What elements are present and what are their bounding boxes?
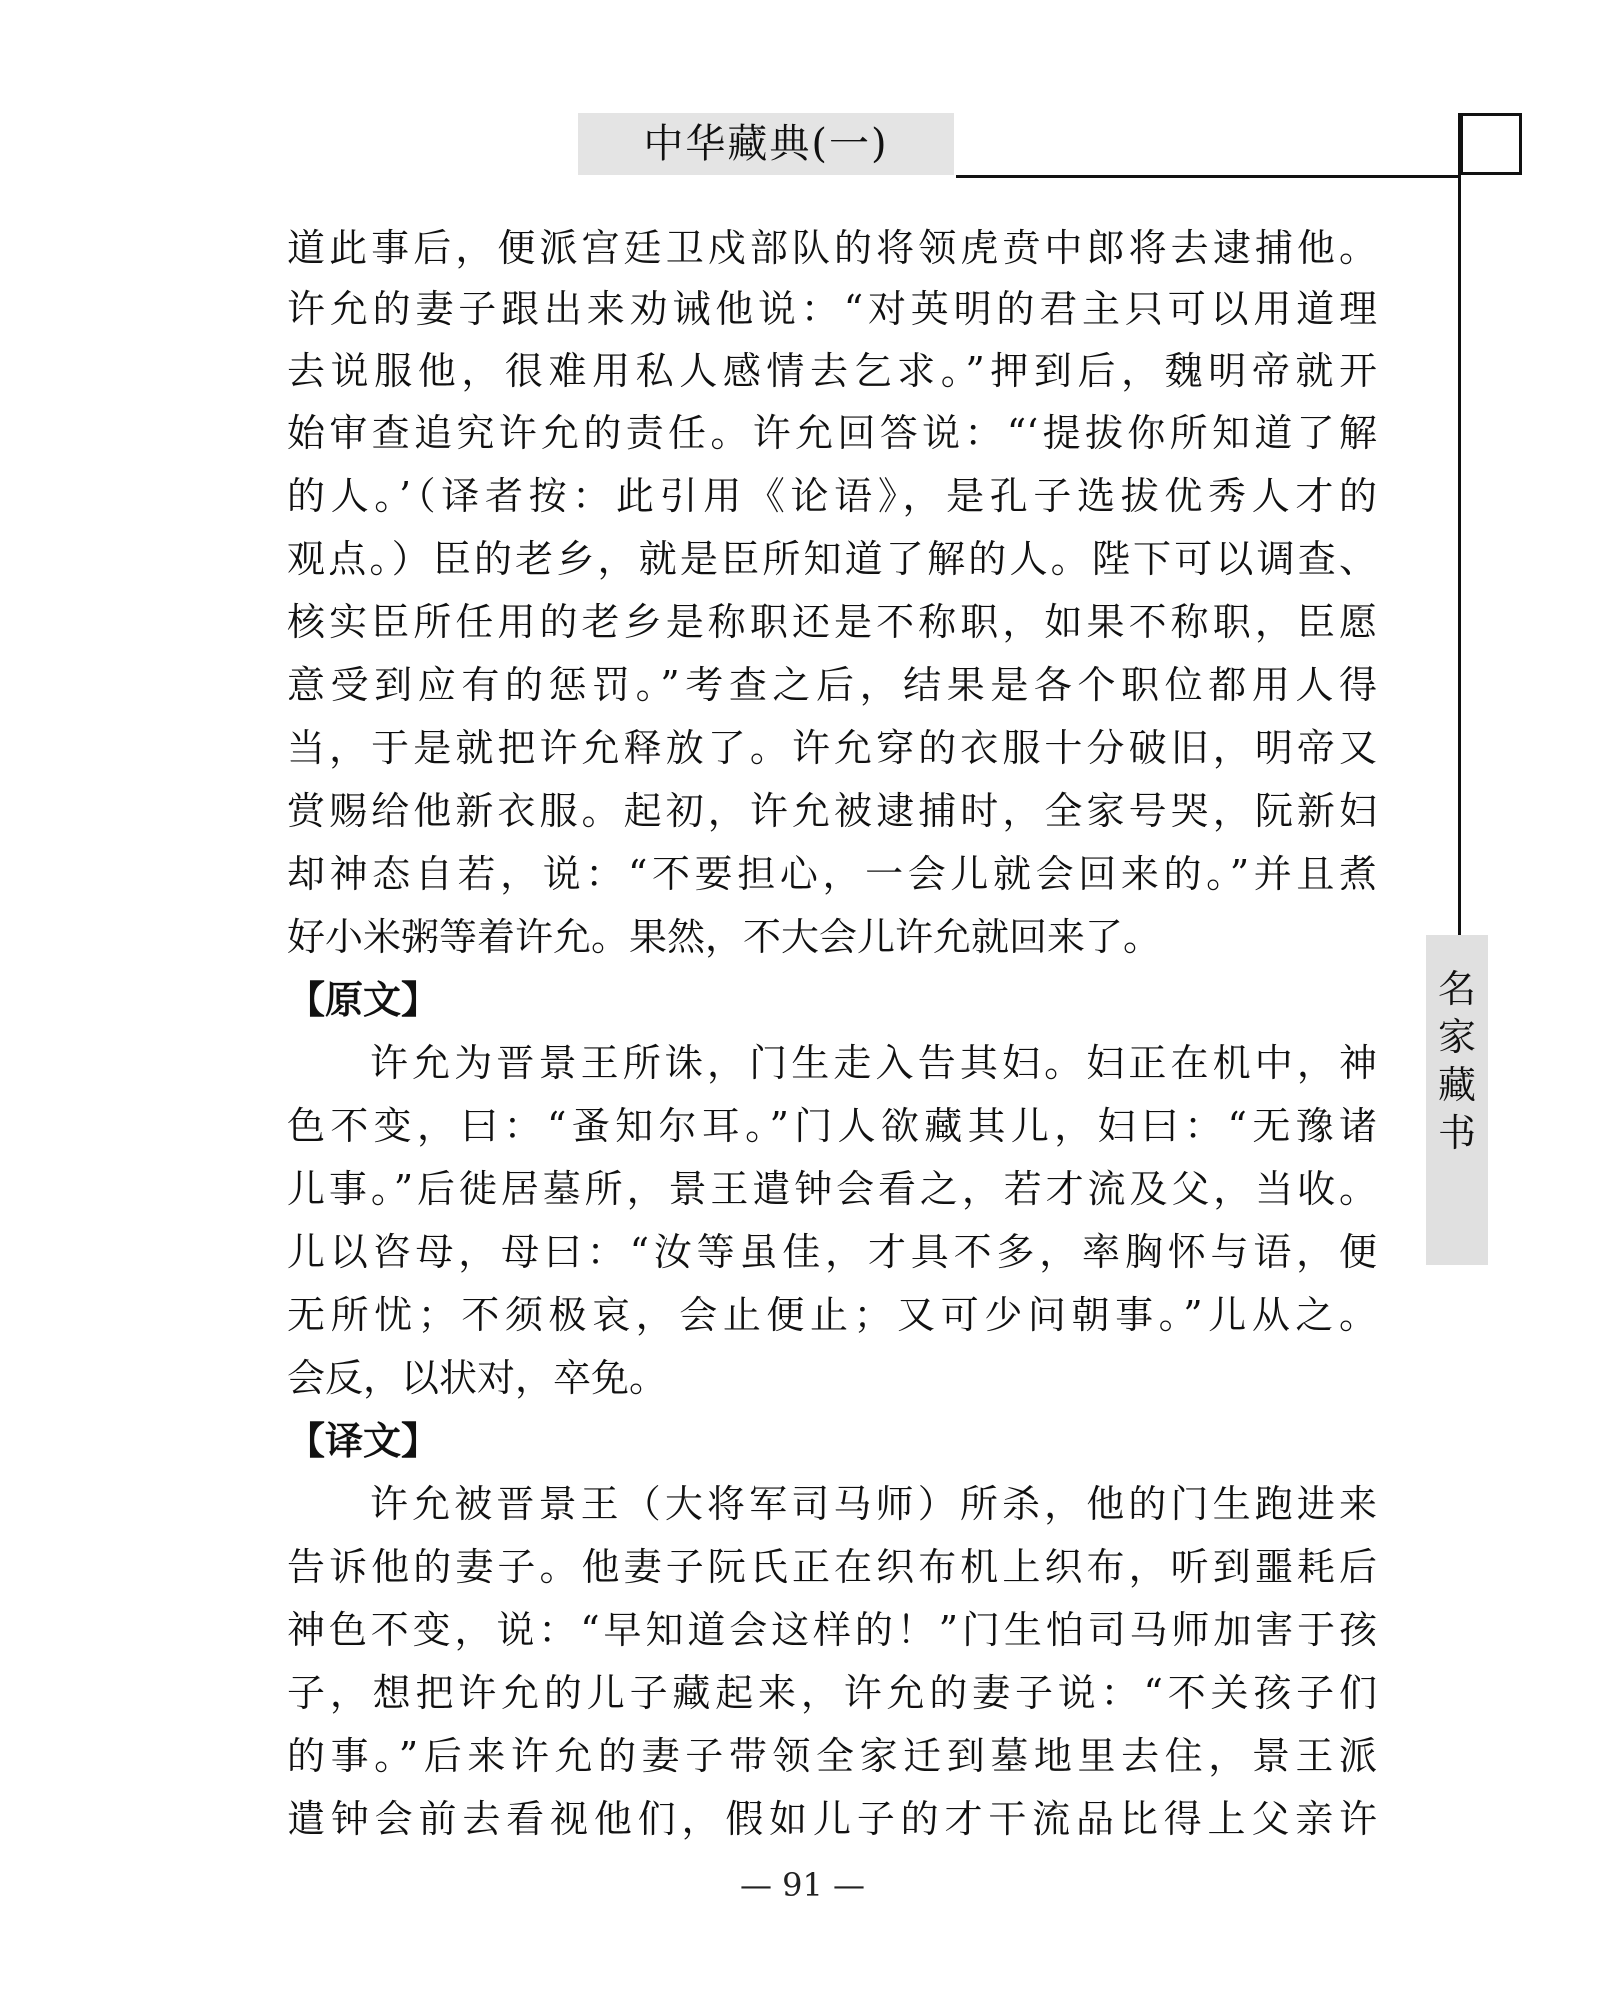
text-line: 许允被晋景王（大将军司马师）所杀，他的门生跑进来 [370, 1482, 1377, 1526]
text-line: 色不变，曰：“蚤知尔耳。”门人欲藏其儿，妇曰：“无豫诸 [287, 1104, 1377, 1148]
text-line: 儿事。”后徙居墓所，景王遣钟会看之，若才流及父，当收。 [287, 1167, 1377, 1211]
text-line: 却神态自若，说：“不要担心，一会儿就会回来的。”并且煮 [287, 852, 1377, 896]
text-line: 去说服他，很难用私人感情去乞求。”押到后，魏明帝就开 [287, 349, 1377, 393]
text-line: 神色不变，说：“早知道会这样的！”门生怕司马师加害于孩 [287, 1608, 1377, 1652]
text-line: 许允为晋景王所诛，门生走入告其妇。妇正在机中，神 [370, 1041, 1377, 1085]
text-line: 好小米粥等着许允。果然，不大会儿许允就回来了。 [287, 915, 1162, 959]
text-line: 子，想把许允的儿子藏起来，许允的妻子说：“不关孩子们 [287, 1671, 1377, 1715]
section-heading-original-text: 【原文】 [287, 978, 440, 1022]
text-line: 会反，以状对，卒免。 [287, 1356, 668, 1400]
side-tab-char: 书 [1437, 1111, 1476, 1155]
text-line: 无所忧；不须极哀，会止便止；又可少问朝事。”儿从之。 [287, 1293, 1377, 1337]
text-line: 意受到应有的惩罚。”考查之后，结果是各个职位都用人得 [287, 663, 1377, 707]
corner-square-ornament [1460, 113, 1522, 175]
text-line: 始审查追究许允的责任。许允回答说：“‘提拔你所知道了解 [287, 411, 1377, 455]
text-line: 的人。’（译者按：此引用《论语》，是孔子选拔优秀人才的 [287, 474, 1377, 518]
header-rule [956, 175, 1461, 178]
text-line: 观点。）臣的老乡，就是臣所知道了解的人。陛下可以调查、 [287, 537, 1377, 581]
text-line: 儿以咨母，母曰：“汝等虽佳，才具不多，率胸怀与语，便 [287, 1230, 1377, 1274]
side-tab-char: 名 [1437, 967, 1476, 1011]
side-tab-label [1426, 965, 1488, 1157]
text-line: 当，于是就把许允释放了。许允穿的衣服十分破旧，明帝又 [287, 726, 1377, 770]
section-heading-translation: 【译文】 [287, 1419, 440, 1463]
text-line: 赏赐给他新衣服。起初，许允被逮捕时，全家号哭，阮新妇 [287, 789, 1377, 833]
page-number: — 91 — [739, 1866, 866, 1904]
text-line: 许允的妻子跟出来劝诫他说：“对英明的君主只可以用道理 [287, 287, 1377, 331]
book-title: 中华藏典(一) [643, 121, 889, 167]
side-tab-char: 家 [1437, 1015, 1476, 1059]
side-vertical-rule [1458, 113, 1461, 935]
text-line: 道此事后，便派宫廷卫戍部队的将领虎贲中郎将去逮捕他。 [287, 226, 1377, 270]
text-line: 遣钟会前去看视他们，假如儿子的才干流品比得上父亲许 [287, 1797, 1377, 1841]
side-tab-char: 藏 [1437, 1063, 1476, 1107]
text-line: 核实臣所任用的老乡是称职还是不称职，如果不称职，臣愿 [287, 600, 1377, 644]
text-line: 告诉他的妻子。他妻子阮氏正在织布机上织布，听到噩耗后 [287, 1545, 1377, 1589]
text-line: 的事。”后来许允的妻子带领全家迁到墓地里去住，景王派 [287, 1734, 1377, 1778]
